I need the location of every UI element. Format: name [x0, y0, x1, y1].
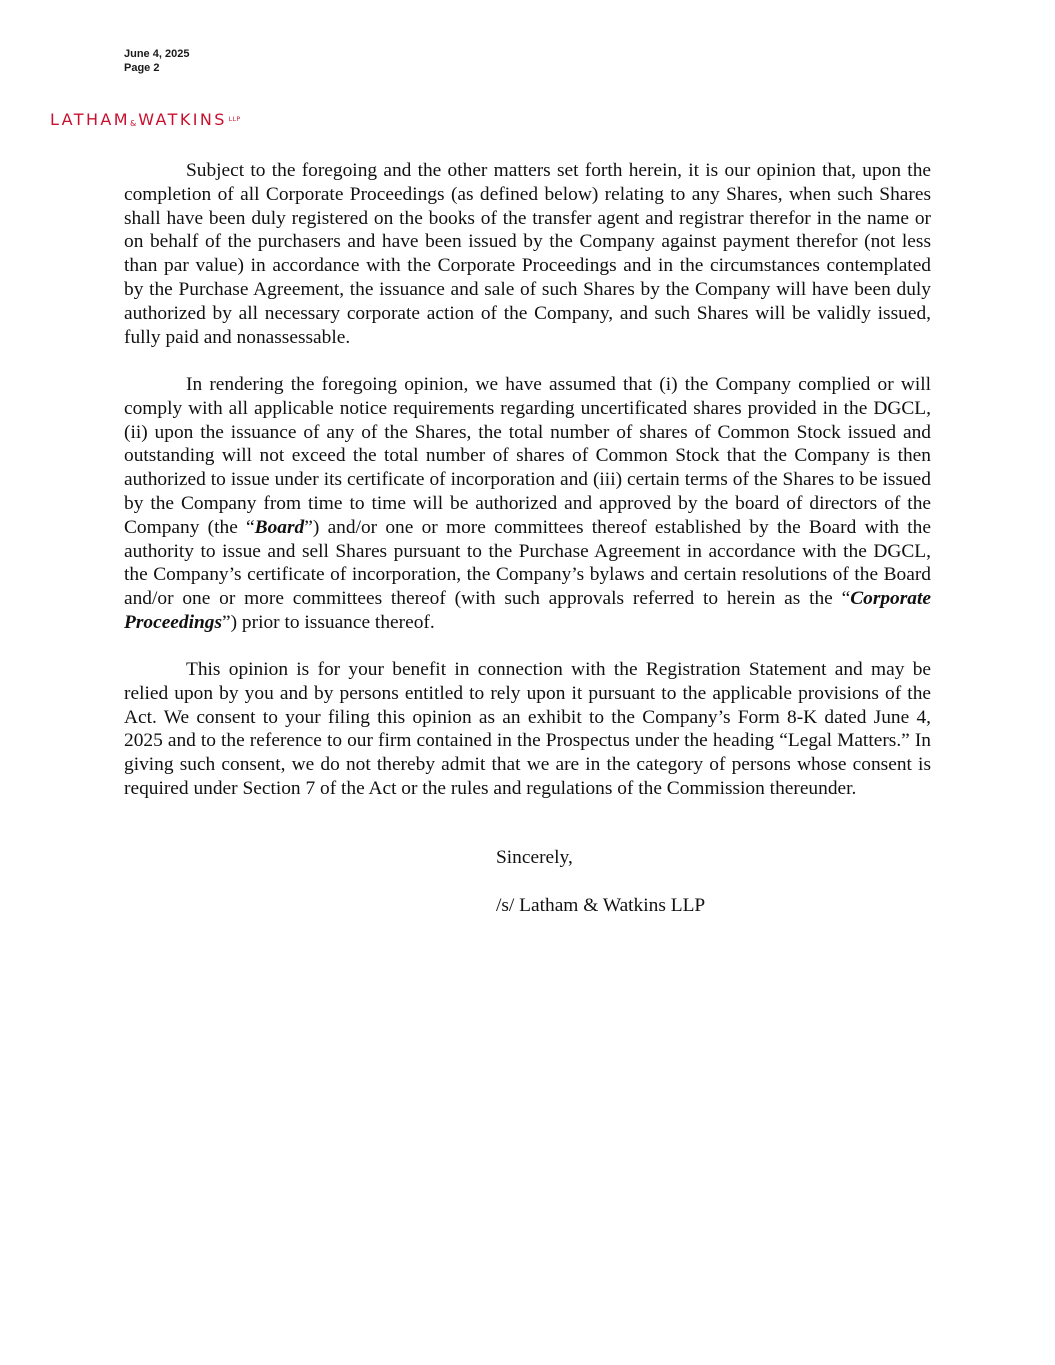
page-header	[124, 47, 189, 75]
defined-term-board: Board	[254, 516, 305, 538]
paragraph-text	[124, 373, 931, 635]
paragraph-text-part: ”) and/or one or more committees thereof established by the Board with the authority to issue and sell Shares pursuant to the Purchase Agreement in accordance with the DGCL, the Company’s certificate of incorporation, the Company’s bylaws and certain resolutions of the Board and/or one or more committees thereof (with such approvals referred to herein as the “	[124, 516, 931, 610]
logo-ampersand: &	[129, 119, 137, 128]
paragraph-text: Subject to the foregoing and the other matters set forth herein, it is our opinion that, upon the completion of all Corporate Proceedings (as defined below) relating to any Shares, when such Shares shall have been duly registered on the books of the transfer agent and registrar therefor in the name or on behalf of the purchasers and have been issued by the Company against payment therefor (not less than par value) in accordance with the Corporate Proceedings and in the circumstances contemplated by the Purchase Agreement, the issuance and sale of such Shares by the Company will have been duly authorized by all necessary corporate action of the Company, and such Shares will be validly issued, fully paid and nonassessable.	[124, 160, 931, 348]
logo-word-watkins: WATKINS	[138, 110, 227, 129]
paragraph-text-part: In rendering the foregoing opinion, we have assumed that (i) the Company complied or will comply with all applicable notice requirements regarding uncertificated shares provided in the DGCL, (ii) upon the issuance of any of the Shares, the total number of shares of Common Stock issued and outstanding will not exceed the total number of shares of Common Stock that the Company is then authorized to issue under its certificate of incorporation and (iii) certain terms of the Shares to be issued by the Company from time to time will be authorized and approved by the board of directors of the Company (the “	[124, 374, 931, 538]
header-page-number: Page 2	[124, 62, 160, 74]
consent-paragraph	[124, 658, 931, 801]
defined-term-corporate-proceedings: Corporate Proceedings	[124, 588, 931, 633]
header-date: June 4, 2025	[124, 48, 190, 60]
paragraph-text: This opinion is for your benefit in connection with the Registration Statement and may be relied upon by you and by persons entitled to rely upon it pursuant to the applicable provisions of the Act. We consent to your filing this opinion as an exhibit to the Company’s Form 8-K dated June 4, 2025 and to the reference to our firm contained in the Prospectus under the heading “Legal Matters.” In giving such consent, we do not thereby admit that we are in the category of persons whose consent is required under Section 7 of the Act or the rules and regulations of the Commission thereunder.	[124, 659, 931, 799]
logo-word-latham: LATHAM	[50, 110, 130, 129]
firm-logo	[50, 110, 241, 130]
assumptions-paragraph	[124, 373, 931, 635]
opinion-paragraph	[124, 159, 931, 349]
signature-line: /s/ Latham & Watkins LLP	[496, 895, 706, 916]
paragraph-text-part: ”) prior to issuance thereof.	[222, 611, 435, 633]
closing-salutation: Sincerely,	[496, 847, 573, 868]
logo-llp: LLP	[228, 116, 241, 123]
